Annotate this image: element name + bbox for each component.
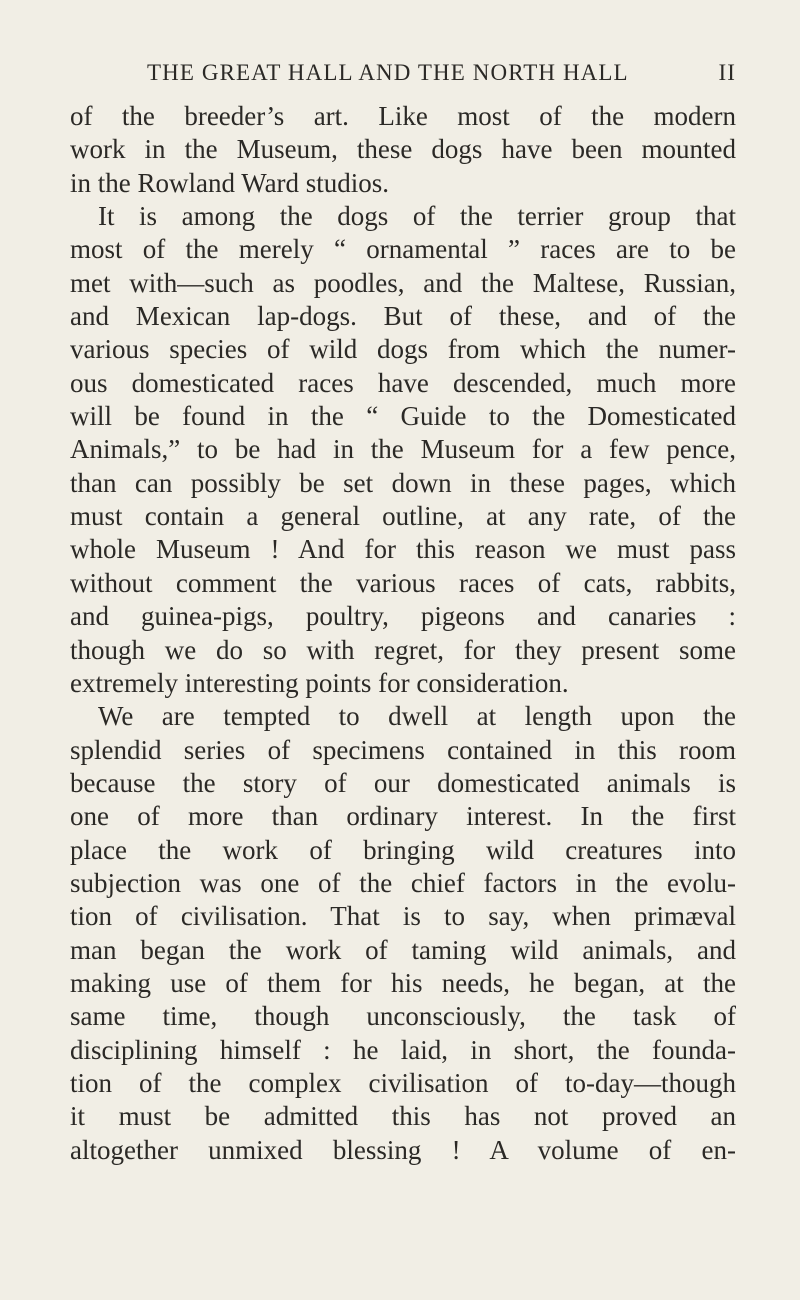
- text-line: splendid series of specimens contained in this room: [70, 734, 736, 765]
- text-line: and guinea-pigs, poultry, pigeons and canaries :: [70, 601, 736, 632]
- text-line: various species of wild dogs from which the numer-: [70, 334, 736, 365]
- text-line: tion of the complex civilisation of to-day—though: [70, 1067, 736, 1098]
- running-head: [70, 58, 736, 88]
- text-line: altogether unmixed blessing ! A volume of en-: [70, 1134, 736, 1165]
- text-line: work in the Museum, these dogs have been mounted: [70, 134, 736, 165]
- text-line: met with—such as poodles, and the Maltese, Russian,: [70, 267, 736, 298]
- running-title: THE GREAT HALL AND THE NORTH HALL: [147, 60, 629, 85]
- text-line: and Mexican lap-dogs. But of these, and of the: [70, 301, 736, 332]
- text-line: will be found in the “ Guide to the Domesticated: [70, 401, 736, 432]
- text-line: because the story of our domesticated animals is: [70, 767, 736, 798]
- text-line: subjection was one of the chief factors in the evolu-: [70, 867, 736, 898]
- text-line: of the breeder’s art. Like most of the modern: [70, 101, 736, 131]
- text-line: place the work of bringing wild creatures into: [70, 834, 736, 865]
- text-line: than can possibly be set down in these pages, which: [70, 467, 736, 498]
- text-line: tion of civilisation. That is to say, when primæval: [70, 901, 736, 932]
- text-line: whole Museum ! And for this reason we must pass: [70, 534, 736, 565]
- body-text: [70, 100, 736, 1167]
- page-number: II: [718, 60, 736, 85]
- text-line: ous domesticated races have descended, much more: [70, 367, 736, 398]
- paragraph-first-line: It is among the dogs of the terrier group that: [98, 201, 736, 232]
- text-line: disciplining himself : he laid, in short, the founda-: [70, 1034, 736, 1065]
- text-line: same time, though unconsciously, the task of: [70, 1001, 736, 1032]
- text-line: though we do so with regret, for they present some: [70, 634, 736, 665]
- paragraph-first-line: We are tempted to dwell at length upon the: [98, 701, 736, 732]
- text-line: most of the merely “ ornamental ” races are to be: [70, 234, 736, 265]
- text-line: Animals,” to be had in the Museum for a few pence,: [70, 434, 736, 465]
- text-line: must contain a general outline, at any rate, of the: [70, 501, 736, 532]
- text-line: making use of them for his needs, he began, at the: [70, 967, 736, 998]
- text-line: extremely interesting points for consideration.: [70, 667, 569, 698]
- text-line: in the Rowland Ward studios.: [70, 167, 390, 198]
- text-line: it must be admitted this has not proved an: [70, 1101, 736, 1132]
- text-line: one of more than ordinary interest. In the first: [70, 801, 736, 832]
- text-line: man began the work of taming wild animals, and: [70, 934, 736, 965]
- text-line: without comment the various races of cats, rabbits,: [70, 567, 736, 598]
